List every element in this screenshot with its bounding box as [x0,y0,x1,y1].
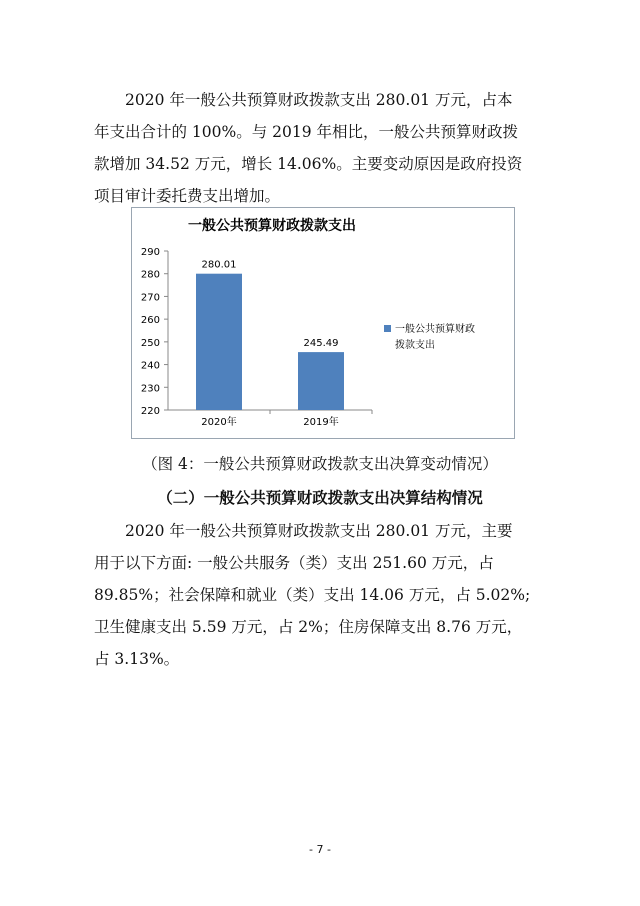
bar [196,274,242,410]
y-tick-label: 280 [140,269,160,281]
paragraph-line: 2020 年一般公共预算财政拨款支出 280.01 万元，占本 [125,91,513,109]
expenditure-bar-chart [131,207,515,439]
paragraph-expenditure-summary [94,84,554,212]
legend-label: 一般公共预算财政 [395,324,475,335]
legend-label: 拨款支出 [395,340,435,351]
y-tick-label: 260 [140,315,160,327]
y-tick-label: 250 [140,337,160,349]
page-number: - 7 - [309,843,331,856]
chart-title: 一般公共预算财政拨款支出 [188,218,356,234]
y-tick-label: 290 [140,247,160,258]
x-tick-label: 2019年 [303,417,339,428]
data-label: 245.49 [303,338,339,350]
paragraph-line: 占 3.13%。 [94,650,180,668]
paragraph-line: 用于以下方面: 一般公共服务（类）支出 251.60 万元，占 [94,554,494,572]
y-tick-label: 230 [140,383,160,395]
section-heading: （二）一般公共预算财政拨款支出决算结构情况 [157,489,483,507]
paragraph-line: 款增加 34.52 万元，增长 14.06%。主要变动原因是政府投资 [94,155,523,173]
paragraph-line: 卫生健康支出 5.59 万元，占 2%；住房保障支出 8.76 万元， [94,618,523,636]
y-tick-label: 220 [140,406,160,417]
bar [298,352,344,410]
legend-swatch [384,325,391,332]
paragraph-line: 89.85%；社会保障和就业（类）支出 14.06 万元，占 5.02%; [94,586,531,604]
paragraph-line: 年支出合计的 100%。与 2019 年相比，一般公共预算财政拨 [94,123,519,141]
x-tick-label: 2020年 [201,417,237,428]
y-tick-label: 240 [140,360,160,372]
paragraph-line: 项目审计委托费支出增加。 [94,187,281,205]
data-label: 280.01 [201,259,237,271]
y-tick-label: 270 [140,292,160,304]
figure-caption: （图 4：一般公共预算财政拨款支出决算变动情况） [142,455,498,473]
chart-canvas [132,208,514,438]
paragraph-line: 2020 年一般公共预算财政拨款支出 280.01 万元，主要 [125,522,513,540]
paragraph-expenditure-structure [94,515,554,675]
